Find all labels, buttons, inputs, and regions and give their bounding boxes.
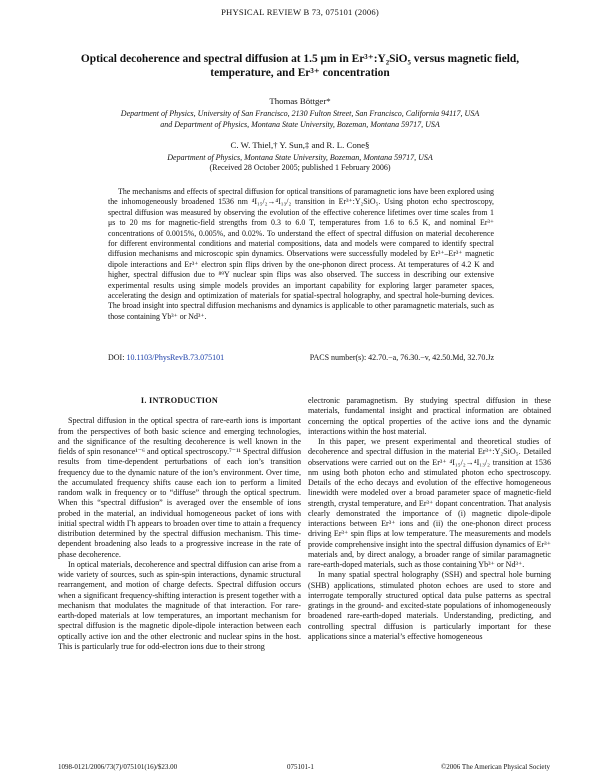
footer-copyright: ©2006 The American Physical Society [440, 763, 550, 771]
paragraph: In this paper, we present experimental and theoretical studies of decoherence and spectral diffusion in the material Er³⁺:Y₂SiO₅. Detailed observations were carried out on the Er³⁺ ⁴I₁₅/₂→⁴I₁₃/₂ transition at 1536 nm using both photon echo and stimulated photon echo spectroscopy. Details of the echo decays and evolution of the effective homogeneous linewidth were modeled over a broad parameter space of magnetic-field strength, crystal temperature, and Er³⁺ dopant concentration. That analysis clearly demonstrated the importance of (i) magnetic dipole-dipole interactions between Er³⁺ ions and (ii) the one-phonon direct process driving Er³⁺ spin flips at low temperature. The measurements and models provide comprehensive insight into the spectral diffusion dynamics of Er³⁺ materials and, by direct analogy, a broader range of similar paramagnetic rare-earth-doped materials, such as those containing Yb³⁺ or Nd³⁺. [308, 437, 551, 569]
doi-label: DOI: [108, 353, 125, 362]
paragraph: In many spatial spectral holography (SSH) and spectral hole burning (SHB) applications, stimulated photon echoes are used to store and interrogate temporally structured optical data pulse patterns as spectral gratings in the ground- and excited-state populations of inhomogeneously broadened rare-earth-doped materials. Understanding, predicting, and controlling spectral diffusion is particularly important for these applications since a material’s effective homogeneous [308, 570, 551, 641]
affiliation-2: Department of Physics, Montana State University, Bozeman, Montana 59717, USA [167, 153, 433, 162]
paragraph: Spectral diffusion in the optical spectra of rare-earth ions is important from the perspectives of both basic science and emerging technologies, and the significance of the resulting decoherence is well known in the fields of spin resonance¹⁻⁶ and optical spectroscopy.⁷⁻¹¹ Spectral diffusion results from time-dependent perturbations of each ion’s transition frequency due to the dynamic nature of the ion’s environment. Over time, the accumulated frequency shifts cause each ion to perform a limited random walk in frequency or to “diffuse” through the optical spectrum. When this “spectral diffusion” is averaged over the ensemble of ions probed in the material, an individual homogeneous packet of ions with initial spectral width Γh appears to broaden over time to attain a frequency distribution determined by the spectral diffusion mechanism. This time-dependent broadening also leads to a progressive increase in the rate of phase decoherence. [58, 416, 301, 559]
affiliation-1-line-1: Department of Physics, University of San Francisco, 2130 Fulton Street, San Francisco, California 94117, USA [120, 109, 480, 118]
doi-line [108, 353, 224, 362]
doi-link[interactable]: 10.1103/PhysRevB.73.075101 [126, 353, 225, 362]
paper-title [55, 52, 545, 80]
abstract [108, 187, 494, 322]
received-dates: (Received 28 October 2005; published 1 February 2006) [209, 163, 391, 172]
paragraph: In optical materials, decoherence and spectral diffusion can arise from a wide variety of sources, such as spin-spin interactions, dynamic structural rearrangement, and motion of charge defects. Spectral diffusion occurs when a significant frequency-shifting interaction is present together with a mechanism that modulates the magnitude of that interaction. For rare-earth-doped materials at low temperatures, an important mechanism for spectral diffusion is the magnetic dipole-dipole interaction between each optically active ion and the other electronic and nuclear spins in the host. This is particularly true for odd-electron ions due to their strong [58, 559, 301, 651]
footer-issn: 1098-0121/2006/73(7)/075101(16)/$23.00 [58, 763, 178, 771]
left-column [58, 396, 301, 652]
first-author: Thomas Böttger* [269, 96, 331, 106]
abstract-text: The mechanisms and effects of spectral diffusion for optical transitions of paramagnetic ions have been explored using the inhomogeneously broadened 1536 nm ⁴I₁₅/₂→⁴I₁₃/₂ transition in Er³⁺:Y₂SiO₅. Using photon echo spectroscopy, spectral diffusion was measured by observing the evolution of the effective coherence lifetimes over time scales from 1 μs to 20 ms for magnetic-field strengths from 0.3 to 6.0 T, temperatures from 1.6 to 6.5 K, and nominal Er³⁺ concentrations of 0.0015%, 0.005%, and 0.02%. To understand the effect of spectral diffusion on material decoherence for different environmental conditions and material compositions, data and models were compared to identify spectral diffusion mechanisms and microscopic spin dynamics. Observations were successfully modeled by Er³⁺–Er³⁺ magnetic dipole interactions and Er³⁺ electron spin flips driven by the one-phonon direct process. At temperatures of 4.2 K and higher, spectral diffusion due to ⁸⁹Y nuclear spin flips was also observed. The success in describing our extensive experimental results using simple models provides an important capability for exploring larger parameter spaces, accelerating the design and optimization of materials for spatial-spectral holography, and spectral hole-burning devices. The broad insight into spectral diffusion mechanisms and dynamics is applicable to other paramagnetic materials, such as those containing Yb³⁺ or Nd³⁺. [108, 187, 494, 321]
pacs-numbers: PACS number(s): 42.70.−a, 76.30.−v, 42.50.Md, 32.70.Jz [309, 353, 494, 362]
affiliation-1-line-2: and Department of Physics, Montana State University, Bozeman, Montana 59717, USA [160, 120, 440, 129]
paragraph: electronic paramagnetism. By studying spectral diffusion in these materials, fundamental insight and practical information are obtained concerning the optical properties of the active ions and the dynamic interactions within the host material. [308, 396, 551, 436]
right-column [308, 396, 551, 642]
title-line-1: Optical decoherence and spectral diffusion at 1.5 μm in Er³⁺:Y₂SiO₅ versus magnetic field, [80, 53, 520, 65]
journal-header: PHYSICAL REVIEW B 73, 075101 (2006) [221, 7, 379, 17]
affiliation-1 [40, 108, 560, 130]
section-heading: I. INTRODUCTION [140, 396, 219, 405]
footer-page-number: 075101-1 [287, 763, 314, 771]
co-authors: C. W. Thiel,† Y. Sun,‡ and R. L. Cone§ [230, 140, 370, 150]
title-line-2: temperature, and Er³⁺ concentration [210, 67, 390, 79]
